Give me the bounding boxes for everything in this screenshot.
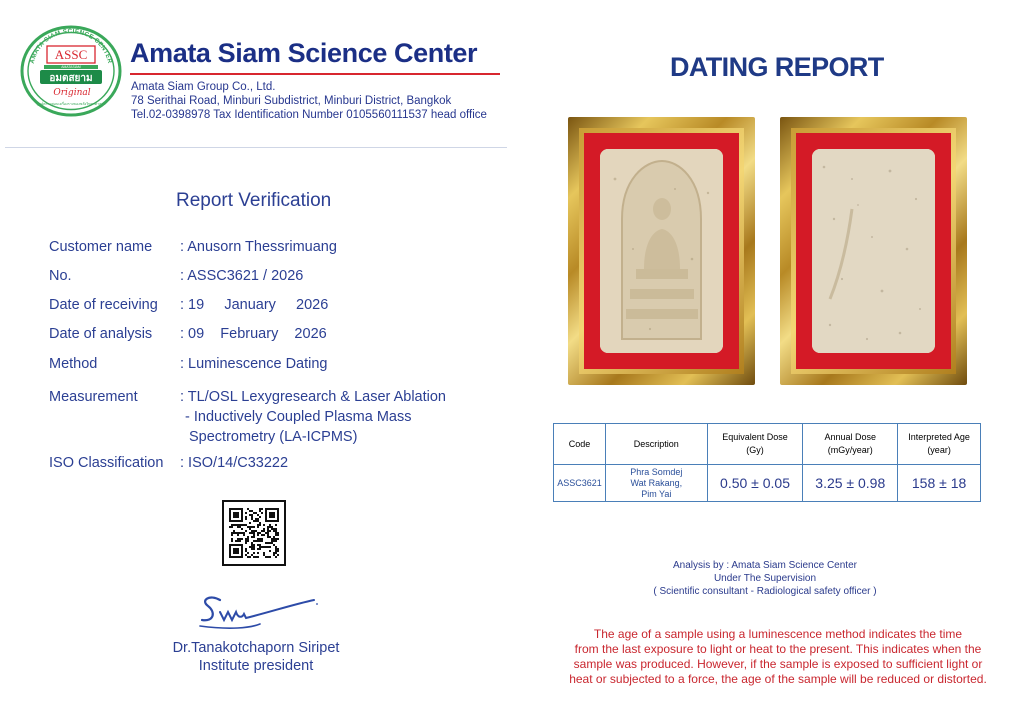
cell-code: ASSC3621 bbox=[554, 465, 606, 502]
measurement-value bbox=[180, 387, 446, 447]
measurement-line-1: : TL/OSL Lexygresearch & Laser Ablation bbox=[180, 389, 446, 405]
signer-name: Dr.Tanakotchaporn Siripet bbox=[172, 640, 340, 656]
logo-thai-text: อมตสยาม bbox=[49, 73, 93, 84]
method-label: Method bbox=[49, 356, 98, 372]
company-address: 78 Serithai Road, Minburi Subdistrict, Minburi District, Bangkok bbox=[131, 95, 452, 107]
customer-name-label: Customer name bbox=[49, 239, 153, 255]
company-contact: Tel.02-0398978 Tax Identification Number 0105560111537 head office bbox=[131, 109, 487, 121]
analysis-by: Analysis by : Amata Siam Science Center bbox=[673, 560, 857, 571]
cell-equivalent-dose: 0.50 ± 0.05 bbox=[707, 465, 803, 502]
org-title-underline bbox=[130, 73, 500, 75]
amulet-back-photo bbox=[780, 117, 967, 385]
org-title: Amata Siam Science Center bbox=[130, 38, 478, 68]
analysis-consultant: ( Scientific consultant - Radiological safety officer ) bbox=[653, 586, 877, 597]
logo-original-text: Original bbox=[53, 88, 91, 98]
cell-interpreted-age: 158 ± 18 bbox=[898, 465, 981, 502]
report-title: DATING REPORT bbox=[670, 52, 884, 82]
analysis-supervision: Under The Supervision bbox=[713, 573, 817, 584]
cell-annual-dose: 3.25 ± 0.98 bbox=[803, 465, 898, 502]
logo-abbr: ASSC bbox=[54, 47, 88, 62]
date-analysis-label: Date of analysis bbox=[49, 326, 153, 342]
header-description: Description bbox=[605, 424, 707, 465]
qr-code[interactable] bbox=[222, 500, 286, 566]
dating-table bbox=[553, 423, 981, 502]
header-divider bbox=[5, 147, 507, 148]
disclaimer-line-3: sample was produced. However, if the sample is exposed to sufficient light or bbox=[573, 657, 983, 671]
disclaimer-line-4: heat or subjected to a force, the age of the sample will be reduced or distorted. bbox=[569, 672, 987, 686]
iso-label: ISO Classification bbox=[49, 455, 164, 471]
logo-small-text: AMATASIAM bbox=[61, 65, 81, 70]
report-number-label: No. bbox=[49, 268, 72, 284]
table-row bbox=[554, 465, 981, 502]
table-header-row bbox=[554, 424, 981, 465]
disclaimer-line-2: from the last exposure to light or heat to the present. This indicates when the bbox=[574, 642, 982, 656]
header-code: Code bbox=[554, 424, 606, 465]
measurement-label: Measurement bbox=[49, 389, 138, 405]
assc-logo bbox=[20, 25, 122, 117]
logo-bottom-thai: ศูนย์ตรวจสอบเครื่องรางของขลังวิทยาศาสตร์ bbox=[36, 102, 106, 106]
verification-title: Report Verification bbox=[176, 190, 332, 211]
logo-ring-text: AMATA SIAM SCIENCE CENTER bbox=[28, 27, 114, 65]
disclaimer-line-1: The age of a sample using a luminescence method indicates the time bbox=[593, 627, 963, 641]
measurement-line-3: Spectrometry (LA-ICPMS) bbox=[189, 429, 358, 445]
header-interpreted-age: Interpreted Age (year) bbox=[898, 424, 981, 465]
company-name: Amata Siam Group Co., Ltd. bbox=[131, 81, 276, 93]
amulet-front-photo bbox=[568, 117, 755, 385]
header-annual-dose: Annual Dose (mGy/year) bbox=[803, 424, 898, 465]
measurement-line-2: - Inductively Coupled Plasma Mass bbox=[185, 409, 412, 425]
iso-value: : ISO/14/C33222 bbox=[180, 455, 289, 471]
date-analysis-value: : 09 February 2026 bbox=[180, 326, 327, 342]
cell-description: Phra Somdej Wat Rakang, Pim Yai bbox=[605, 465, 707, 502]
header-equivalent-dose: Equivalent Dose (Gy) bbox=[707, 424, 803, 465]
date-receiving-value: : 19 January 2026 bbox=[180, 297, 329, 313]
signer-title: Institute president bbox=[198, 658, 314, 674]
customer-name-value: : Anusorn Thessrimuang bbox=[180, 239, 337, 255]
date-receiving-label: Date of receiving bbox=[49, 297, 158, 313]
report-number-value: : ASSC3621 / 2026 bbox=[180, 268, 304, 284]
signature bbox=[190, 590, 330, 632]
method-value: : Luminescence Dating bbox=[180, 356, 328, 372]
